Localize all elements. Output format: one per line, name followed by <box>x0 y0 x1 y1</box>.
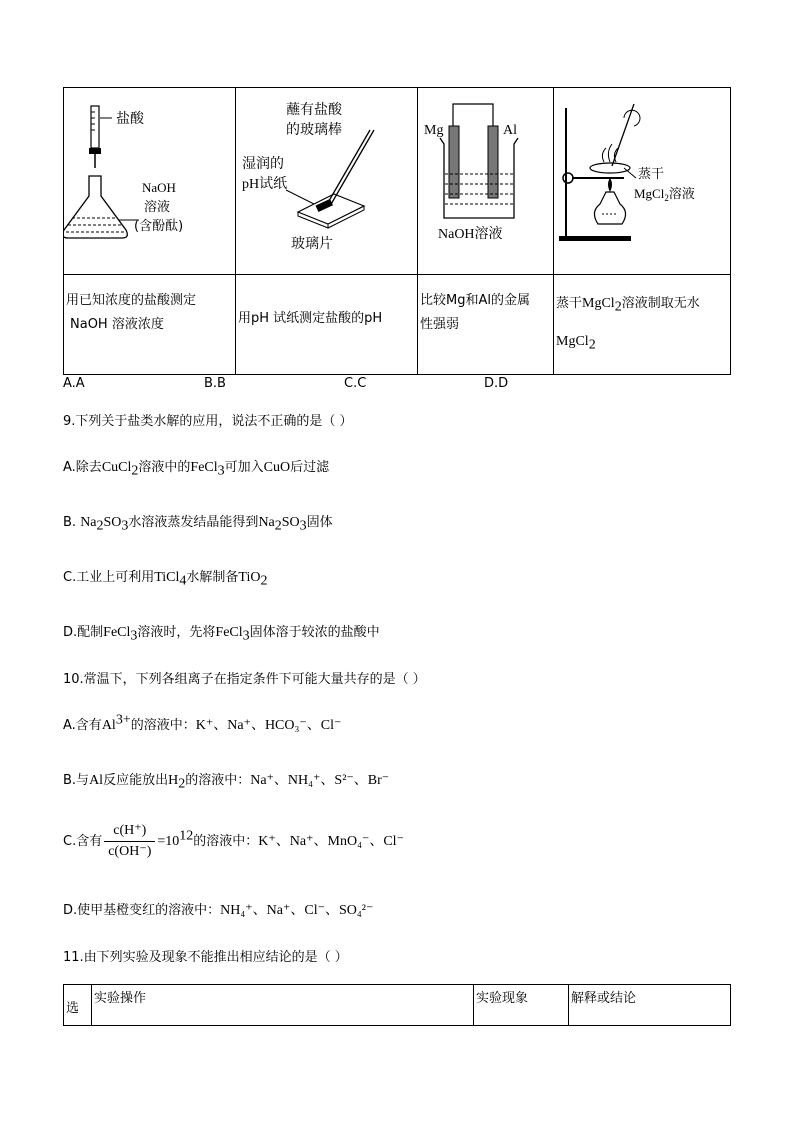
label-mg: Mg <box>424 123 444 138</box>
label-paper-1: 湿润的 <box>242 156 284 172</box>
q10-option-d[interactable]: D.使甲基橙变红的溶液中：NH₄⁺、Na⁺、Cl⁻、SO₄²⁻ <box>63 903 374 918</box>
q11-stem: 11.由下列实验及现象不能推出相应结论的是（ ） <box>63 950 348 965</box>
q8-fig-b-cell <box>236 88 418 275</box>
label-solution: 溶液 <box>144 200 171 215</box>
label-paper-2: pH试纸 <box>242 177 288 192</box>
q8-desc-c: 比较Mg和Al的金属 性强弱 <box>418 275 554 375</box>
q10-option-b[interactable]: B.与Al反应能放出$H_2$的溶液中：Na⁺、NH₄⁺、S²⁻、Br⁻ <box>63 773 390 792</box>
q11-table <box>63 984 731 1026</box>
col-operation: 实验操作 <box>92 985 474 1026</box>
label-naoh: NaOH <box>142 180 176 195</box>
ph-paper-figure <box>236 88 418 270</box>
q9-option-c[interactable]: C.工业上可利用TiCl$_4$水解制备TiO$_2$ <box>63 570 268 589</box>
mg-al-cell-figure <box>418 88 554 270</box>
q10-option-a[interactable]: A.含有$Al^{3+}$的溶液中：K⁺、Na⁺、HCO₃⁻、Cl⁻ <box>63 712 342 733</box>
label-hcl: 盐酸 <box>116 111 144 127</box>
label-evaporate: 蒸干 <box>638 167 665 182</box>
label-mgcl2-solution: MgCl$_2$溶液 <box>634 186 695 203</box>
label-indicator: (含酚酞) <box>134 219 184 234</box>
q8-option-d[interactable]: D.D <box>484 376 509 391</box>
q9-option-d[interactable]: D.配制FeCl$_3$溶液时，先将FeCl$_3$固体溶于较浓的盐酸中 <box>63 625 380 644</box>
q8-desc-d: 蒸干MgCl$_2$溶液制取无水 MgCl$_2$ <box>554 275 731 375</box>
q9-option-b[interactable]: B. $Na_2SO_3$水溶液蒸发结晶能得到$Na_2SO_3$固体 <box>63 515 333 534</box>
q8-fig-d-cell <box>554 88 731 275</box>
q8-fig-c-cell <box>418 88 554 275</box>
q8-desc-a: 用已知浓度的盐酸测定 NaOH 溶液浓度 <box>64 275 236 375</box>
label-rod-2: 的玻璃棒 <box>286 122 342 138</box>
col-conclusion: 解释或结论 <box>569 985 731 1026</box>
q8-option-b[interactable]: B.B <box>204 376 226 391</box>
col-option: 选 <box>64 985 92 1026</box>
label-glass-plate: 玻璃片 <box>291 236 333 252</box>
col-phenomenon: 实验现象 <box>474 985 569 1026</box>
q9-option-a[interactable]: A.除去CuCl$_2$溶液中的FeCl$_3$可加入CuO后过滤 <box>63 460 330 479</box>
evaporation-figure <box>554 88 731 270</box>
label-naoh-solution: NaOH溶液 <box>438 227 503 242</box>
label-rod-1: 蘸有盐酸 <box>286 102 342 118</box>
q8-option-c[interactable]: C.C <box>344 376 367 391</box>
q11-table-header <box>64 985 731 1026</box>
label-al: Al <box>503 123 517 138</box>
q10-stem: 10.常温下，下列各组离子在指定条件下可能大量共存的是（ ） <box>63 672 426 687</box>
q9-stem: 9.下列关于盐类水解的应用，说法不正确的是（ ） <box>63 414 353 429</box>
titration-figure <box>64 88 236 270</box>
q8-desc-b: 用pH 试纸测定盐酸的pH <box>236 275 418 375</box>
q8-fig-a-cell <box>64 88 236 275</box>
concentration-ratio-fraction: $\frac{c(H^+)}{c(OH^-)}$ <box>104 822 155 861</box>
q8-table <box>63 87 731 375</box>
q8-option-a[interactable]: A.A <box>63 376 85 391</box>
q10-option-c[interactable]: C.含有 $\frac{c(H^+)}{c(OH^-)}$ $=10^{12}$的溶液中：K⁺、Na⁺、MnO₄⁻、Cl⁻ <box>63 823 404 859</box>
